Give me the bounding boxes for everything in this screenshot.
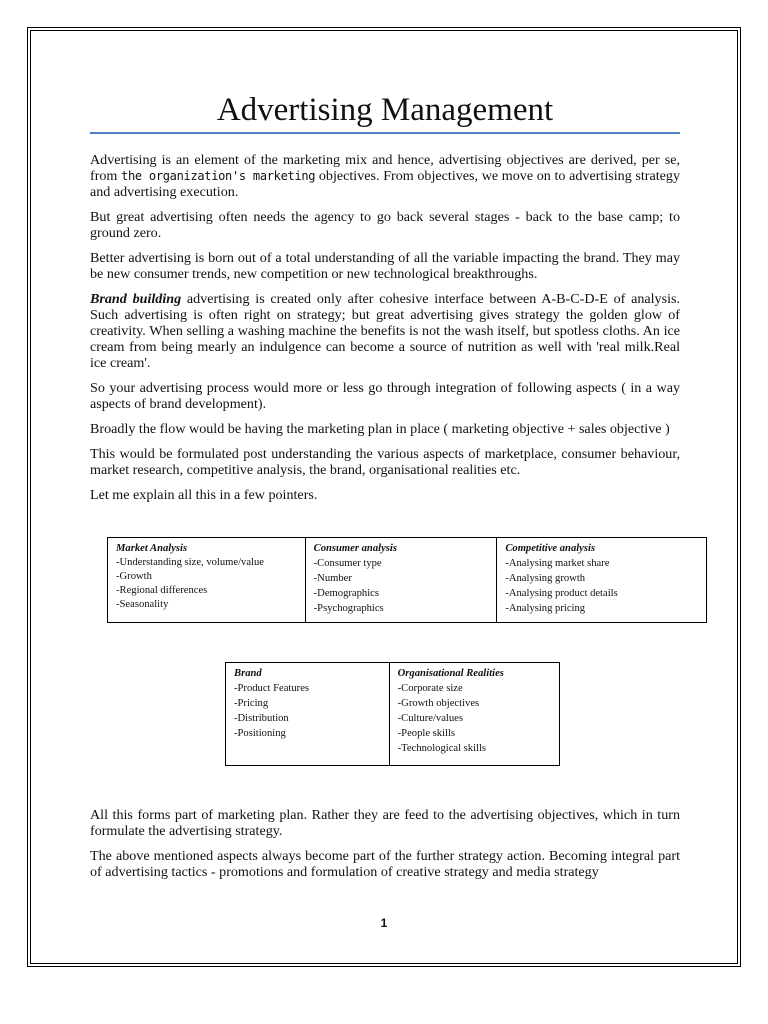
list-item: -Distribution — [234, 713, 289, 724]
closing-paragraph-2: The above mentioned aspects always become part of the further strategy action. Becoming integral part of advertising tactics - promotions and formulation of creative strategy and media strategy — [90, 848, 680, 880]
intro-section — [90, 152, 680, 512]
list-item: -Product Features — [234, 683, 310, 694]
list-item: -Analysing pricing — [505, 603, 586, 614]
brand-building-term: Brand building — [90, 291, 182, 307]
paragraph-6: Broadly the flow would be having the marketing plan in place ( marketing objective + sales objective ) — [90, 421, 670, 437]
closing-section — [90, 807, 680, 889]
list-item: -Seasonality — [116, 599, 169, 610]
document-title: Advertising Management — [216, 92, 554, 128]
list-item: -Psychographics — [313, 603, 384, 614]
organisational-realities-cell — [389, 663, 559, 766]
list-item: -Analysing product details — [505, 588, 618, 599]
paragraph-1-part-b: the organization's marketing — [121, 169, 316, 183]
paragraph-8: Let me explain all this in a few pointers. — [90, 487, 318, 503]
paragraph-4 — [90, 291, 680, 371]
list-item: -Understanding size, volume/value — [116, 557, 264, 568]
paragraph-7: This would be formulated post understanding the various aspects of marketplace, consumer behaviour, market research, competitive analysis, the brand, organisational realities etc. — [90, 446, 680, 478]
page-number: 1 — [380, 916, 388, 930]
list-item: -Demographics — [313, 588, 379, 599]
title-underline — [90, 132, 680, 134]
list-item: -Number — [313, 573, 352, 584]
paragraph-5: So your advertising process would more or less go through integration of following aspects ( in a way aspects of brand development). — [90, 380, 680, 412]
paragraph-2: But great advertising often needs the agency to go back several stages - back to the base camp; to ground zero. — [90, 209, 680, 241]
analysis-table — [107, 537, 707, 623]
brand-cell — [226, 663, 390, 766]
paragraph-1 — [90, 152, 680, 200]
list-item: -Growth — [116, 571, 152, 582]
paragraph-1-part-c: objectives. From objectives, we move on to advertising strategy and advertising execution. — [90, 168, 681, 200]
list-item: -Regional differences — [116, 585, 208, 596]
list-item: -Growth objectives — [397, 698, 480, 709]
cell-heading: Market Analysis — [116, 543, 188, 554]
cell-heading: Brand — [234, 668, 262, 679]
list-item: -Technological skills — [397, 743, 487, 754]
consumer-analysis-cell — [305, 538, 497, 623]
market-analysis-cell — [108, 538, 306, 623]
paragraph-3: Better advertising is born out of a total understanding of all the variable impacting the brand. They may be new consumer trends, new competition or new technological breakthroughs. — [90, 250, 680, 282]
closing-paragraph-1: All this forms part of marketing plan. Rather they are feed to the advertising objectives, which in turn formulate the advertising strategy. — [90, 807, 680, 839]
brand-organisation-table — [225, 662, 560, 766]
list-item: -Pricing — [234, 698, 269, 709]
cell-heading: Organisational Realities — [397, 668, 504, 679]
list-item: -Consumer type — [313, 558, 382, 569]
list-item: -Analysing growth — [505, 573, 586, 584]
paragraph-4-rest: advertising is created only after cohesive interface between A-B-C-D-E of analysis. Such advertising is often right on strategy; but great advertising gives strategy the golden glow of creativity. When selling a washing machine the benefits is not the wash itself, but spotless cloths. An ice cream from being mearly an indulgence can become a source of nutrition as well with 'real milk.Real ice cream'. — [90, 291, 680, 371]
cell-heading: Competitive analysis — [505, 543, 596, 554]
list-item: -Culture/values — [397, 713, 463, 724]
paragraph-1-part-a: Advertising is an element of the marketing mix and hence, advertising objectives are derived, per se, from — [90, 152, 680, 184]
list-item: -Positioning — [234, 728, 286, 739]
cell-heading: Consumer analysis — [313, 543, 397, 554]
list-item: -People skills — [397, 728, 456, 739]
competitive-analysis-cell — [497, 538, 707, 623]
list-item: -Analysing market share — [505, 558, 610, 569]
list-item: -Corporate size — [397, 683, 463, 694]
